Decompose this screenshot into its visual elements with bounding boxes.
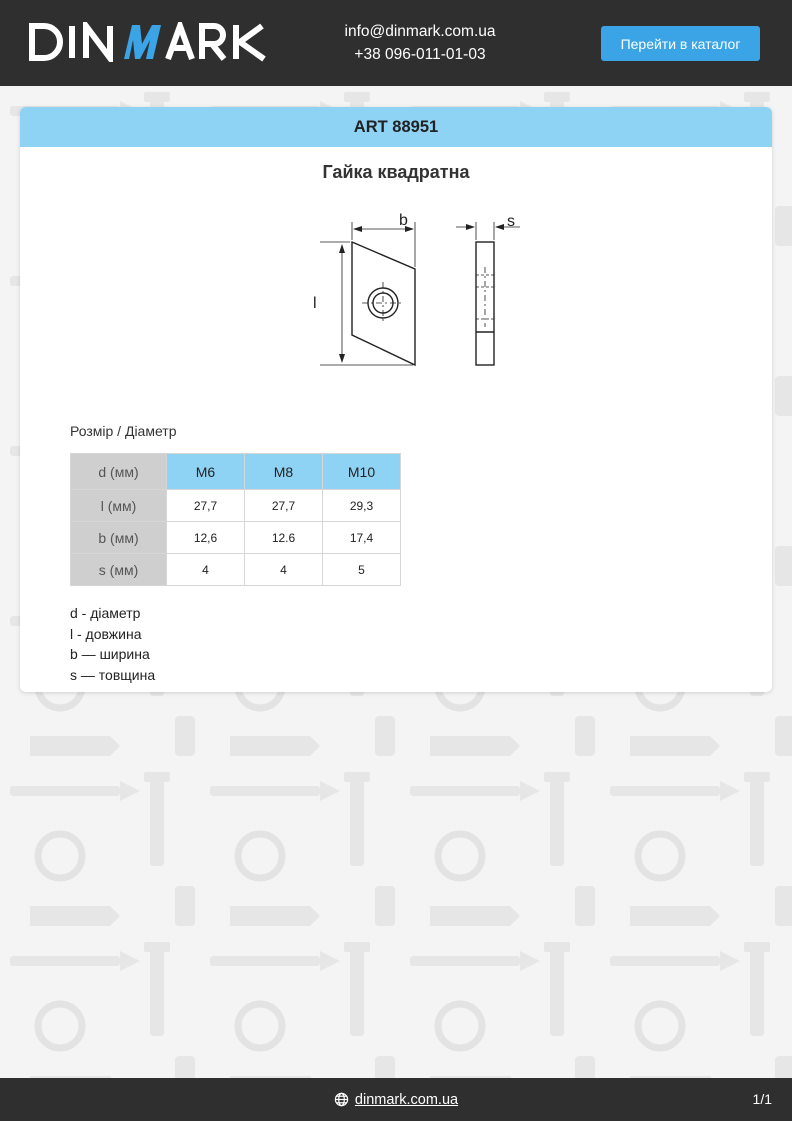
- row-label: b (мм): [71, 522, 167, 554]
- product-title: Гайка квадратна: [322, 162, 470, 182]
- table-header-row: [71, 454, 401, 490]
- table-cell: 4: [245, 554, 323, 586]
- product-art-header: ART 88951: [20, 107, 772, 147]
- legend: [70, 603, 155, 685]
- table-cell: 5: [323, 554, 401, 586]
- page-footer: [0, 1078, 792, 1121]
- page-number: 1/1: [752, 1091, 772, 1107]
- drawing-label-b: b: [399, 212, 408, 229]
- globe-icon: [334, 1092, 349, 1107]
- table-cell: 12.6: [245, 522, 323, 554]
- legend-item: l - довжина: [70, 625, 142, 642]
- row-label: s (мм): [71, 554, 167, 586]
- legend-item: b — ширина: [70, 646, 150, 662]
- sizes-table: [70, 453, 401, 586]
- table-cell: 27,7: [245, 490, 323, 522]
- drawing-label-s: s: [507, 213, 515, 230]
- table-cell: 27,7: [167, 490, 245, 522]
- column-header-m6: M6: [167, 454, 245, 490]
- page-header: [0, 0, 792, 86]
- site-link[interactable]: [0, 1078, 792, 1121]
- diameter-header-cell: d (мм): [71, 454, 167, 490]
- technical-drawing: [310, 207, 540, 377]
- contact-info: [320, 20, 520, 66]
- contact-phone[interactable]: +38 096-011-01-03: [354, 46, 486, 63]
- column-header-m8: M8: [245, 454, 323, 490]
- table-row-length: [71, 490, 401, 522]
- product-card: [20, 107, 772, 692]
- go-to-catalog-button[interactable]: Перейти в каталог: [601, 26, 760, 61]
- contact-email[interactable]: info@dinmark.com.ua: [344, 23, 496, 40]
- table-cell: 29,3: [323, 490, 401, 522]
- column-header-m10: M10: [323, 454, 401, 490]
- row-label: l (мм): [71, 490, 167, 522]
- table-row-thickness: [71, 554, 401, 586]
- table-cell: 17,4: [323, 522, 401, 554]
- drawing-label-l: l: [313, 295, 317, 312]
- sizes-section-label: Розмір / Діаметр: [70, 423, 177, 439]
- table-cell: 4: [167, 554, 245, 586]
- legend-item: s — товщина: [70, 666, 156, 683]
- dinmark-logo[interactable]: [28, 22, 278, 67]
- legend-item: d - діаметр: [70, 605, 141, 621]
- table-row-width: [71, 522, 401, 554]
- table-cell: 12,6: [167, 522, 245, 554]
- site-link-text[interactable]: dinmark.com.ua: [354, 1091, 459, 1108]
